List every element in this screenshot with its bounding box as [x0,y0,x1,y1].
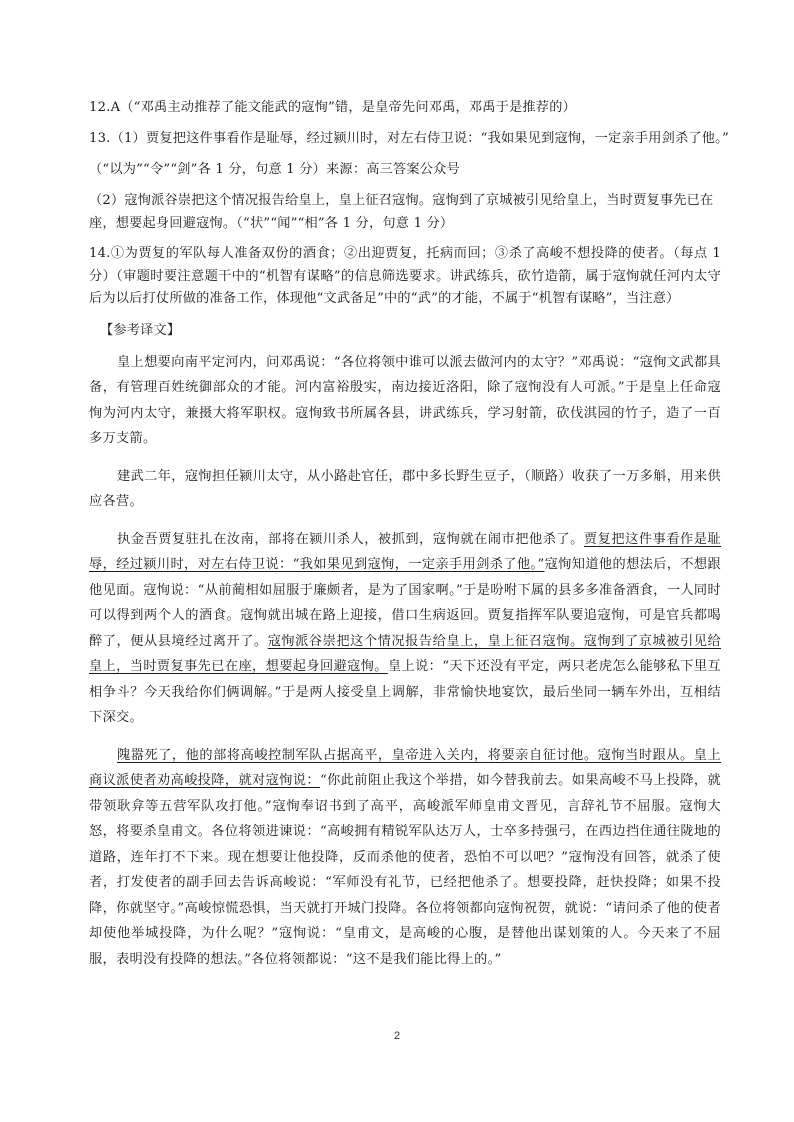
underlined-key-sentence: 贾复把这件事看作是耻辱，经过颍川时，对左右侍卫说：“我如果见到寇恂，一定亲手用剑杀了他。” [89,531,722,572]
translation-paragraph-3 [89,527,721,731]
answer-14: 14.①为贾复的军队每人准备双份的酒食；②出迎贾复，托病而回；③杀了高峻不想投降的使者。（每点 1 分）（审题时要注意题干中的“机智有谋略”的信息筛选要求。讲武练兵，砍竹造箭，属于寇恂就任河内太守后为以后打仗所做的准备工作，体现他“文武备足”中的“武”的才能，不属于“机智有谋略”，当注意） [89,246,721,306]
translation-text: 执金吾贾复驻扎在汝南，部将在颍川杀人，被抓到，寇恂就在闹市把他杀了。 [117,531,584,547]
underlined-key-sentence: 隗嚣死了，他的部将高峻控制军队占据高平，皇帝进入关内，将要亲自征讨他。寇恂当时跟从。皇上商议派使者劝高峻投降，就对寇恂说： [89,747,721,788]
underlined-key-sentence: 寇恂派谷崇把这个情况报告给皇上，皇上征召寇恂。寇恂到了京城被引见给皇上，当时贾复事先已在座，想要起身回避寇恂。 [89,633,721,674]
translation-heading: 【参考译文】 [100,322,181,338]
answer-13-1-line1: 13.（1）贾复把这件事看作是耻辱，经过颍川时，对左右侍卫说：“我如果见到寇恂，一定亲手用剑杀了他。” [89,131,729,146]
translation-paragraph-1: 皇上想要向南平定河内，问邓禹说：“各位将领中谁可以派去做河内的太守？”邓禹说：“寇恂文武都具备，有管理百姓统御部众的才能。河内富裕殷实，南边接近洛阳，除了寇恂没有人可派。”于是皇上任命寇恂为河内太守，兼摄大将军职权。寇恂致书所属各县，讲武练兵，学习射箭，砍伐淇园的竹子，造了一百多万支箭。 [89,354,721,446]
page-content [89,96,729,972]
translation-text: 寇恂知道他的想法后，不想跟他见面。寇恂说：“从前蔺相如屈服于廉颇者，是为了国家啊。”于是吩咐下属的县多多准备酒食，一人同时可以得到两个人的酒食。寇恂就出城在路上迎接，借口生病返回。贾复指挥军队要追寇恂，可是官兵都喝醉了，便从县境经过离开了。 [89,557,721,649]
answer-13-1-scoring: （“以为”“令”“剑”各 1 分，句意 1 分）来源：高三答案公众号 [89,162,460,177]
answer-12: 12.A（“邓禹主动推荐了能文能武的寇恂”错，是皇帝先问邓禹，邓禹于是推荐的） [89,100,576,115]
translation-paragraph-2: 建武二年，寇恂担任颍川太守，从小路赴官任，郡中多长野生豆子，（顺路）收获了一万多斛，用来供应各营。 [89,468,721,509]
translation-text: 皇上说：“天下还没有平定，两只老虎怎么能够私下里互相争斗？今天我给你们俩调解。”于是两人接受皇上调解，非常愉快地宴饮，最后坐同一辆车外出，互相结下深交。 [89,659,721,725]
page-number: 2 [393,1030,401,1042]
translation-text: “你此前阻止我这个举措，如今替我前去。如果高峻不马上投降，就带领耿弇等五营军队攻打他。”寇恂奉诏书到了高平，高峻派军师皇甫文晋见，言辞礼节不屈服。寇恂大怒，将要杀皇甫文。各位将领进谏说：“高峻拥有精锐军队达万人，士卒多持强弓，在西边挡住通往陇地的道路，连年打不下来。现在想要让他投降，反而杀他的使者，恐怕不可以吧？”寇恂没有回答，就杀了使者，打发使者的副手回去告诉高峻说：“军师没有礼节，已经把他杀了。想要投降，赶快投降；如果不投降，你就坚守。”高峻惊慌恐惧，当天就打开城门投降。各位将领都向寇恂祝贺，就说：“请问杀了他的使者却使他举城投降，为什么呢？”寇恂说：“皇甫文，是高峻的心腹，是替他出谋划策的人。今天来了不屈服，表明没有投降的想法。”各位将领都说：“这不是我们能比得上的。” [89,773,721,967]
answer-13-2-line1: （2）寇恂派谷崇把这个情况报告给皇上，皇上征召寇恂。寇恂到了京城被引见给皇上，当时贾复事先已在 [89,193,714,208]
answer-13-2-line2: 座，想要起身回避寇恂。（“状”“闻”“相”各 1 分，句意 1 分） [89,216,454,231]
translation-paragraph-4 [89,743,721,973]
